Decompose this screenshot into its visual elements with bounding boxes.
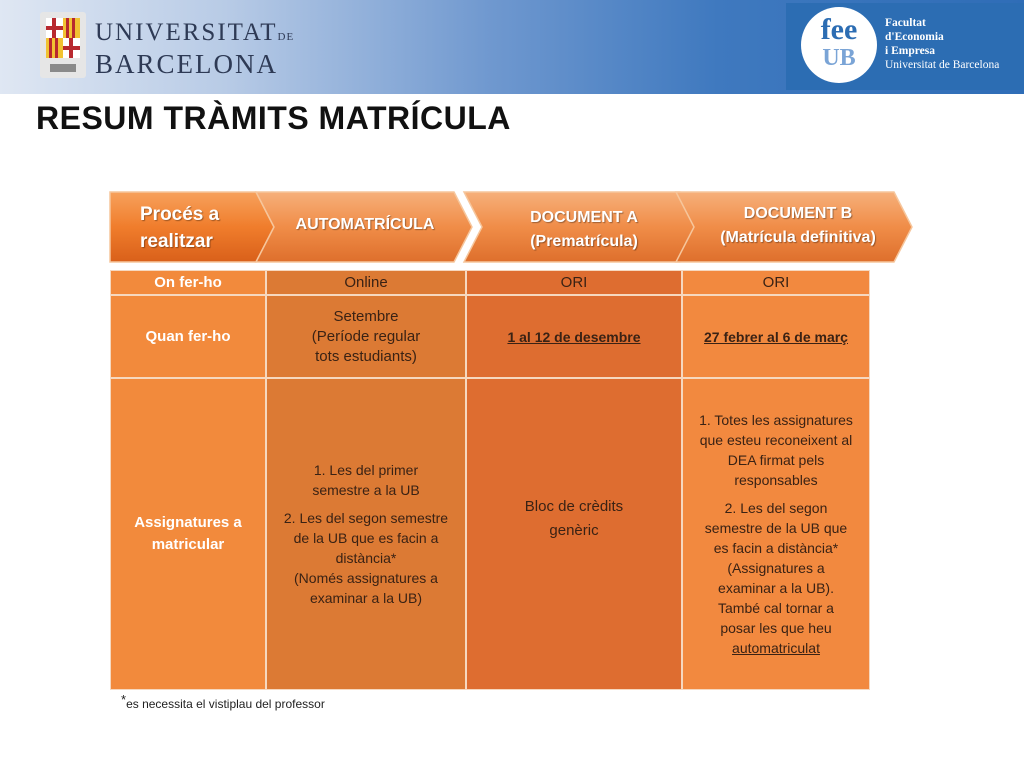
footnote-text: es necessita el vistiplau del professor [126,697,325,711]
faculty-name-line2: d'Economia [885,31,944,43]
arrow-label-document-b-line2: (Matrícula definitiva) [720,229,876,246]
university-shield-icon [40,12,86,78]
cell-quan-fer-ho-document-b [682,295,870,378]
quan-document-a-dates: 1 al 12 de desembre [507,328,641,345]
process-arrows [108,190,916,264]
quan-automatricula-line1: Setembre [333,307,399,325]
faculty-name [885,16,999,72]
assig-auto-line5: distància* [335,550,397,566]
assig-docA-line1: Bloc de crèdits [524,498,624,515]
cell-quan-fer-ho-automatricula [266,295,466,378]
arrow-label-proces-line2: realitzar [140,231,213,252]
arrow-label-document-a-line2: (Prematrícula) [530,233,638,250]
arrow-label-proces-line1: Procés a [140,204,220,225]
quan-automatricula-line2: (Període regular [311,327,421,345]
arrow-label-document-b-line1: DOCUMENT B [743,205,853,222]
row-label-quan-fer-ho: Quan fer-ho [110,295,266,378]
university-name-line2: BARCELONA [95,49,279,79]
quan-automatricula-line3: tots estudiants) [315,347,417,365]
faculty-name-line3: i Empresa [885,45,935,57]
university-name [95,20,294,78]
assig-docB-line10: També cal tornar a [718,600,834,616]
summary-table [110,270,870,690]
page-title: RESUM TRÀMITS MATRÍCULA [36,100,511,136]
assig-docB-line6: semestre de la UB que [704,520,848,536]
assig-auto-line1: 1. Les del primer [313,462,419,478]
assig-docB-line9: examinar a la UB). [718,580,834,596]
cell-assignatures-automatricula [266,378,466,690]
assig-docB-line12: automatriculat [732,640,820,656]
quan-document-b-dates: 27 febrer al 6 de març [704,328,848,345]
assig-docB-line1: 1. Totes les assignatures [699,412,853,428]
cell-on-fer-ho-document-b: ORI [682,270,870,295]
faculty-name-line1: Facultat [885,17,926,29]
assig-docB-line5: 2. Les del segon [724,500,828,516]
footnote [121,692,325,711]
assig-docB-line2: que esteu reconeixent al [699,432,853,448]
row-label-assignatures [110,378,266,690]
arrow-label-document-a [486,206,682,254]
assig-docA-line2: genèric [549,522,599,539]
fee-faculty-logo [786,3,1024,90]
header-band [0,0,1024,94]
assig-docB-line4: responsables [734,472,818,488]
arrow-label-proces [114,201,244,255]
arrow-label-automatricula: AUTOMATRÍCULA [295,216,435,233]
cell-assignatures-document-a [466,378,682,690]
cell-on-fer-ho-automatricula: Online [266,270,466,295]
arrow-label-document-a-line1: DOCUMENT A [530,209,638,226]
assig-docB-line3: DEA firmat pels [727,452,825,468]
fee-logo-circle [801,7,877,83]
cell-on-fer-ho-document-a: ORI [466,270,682,295]
faculty-name-line4: Universitat de Barcelona [885,59,1000,71]
assig-auto-line3: 2. Les del segon semestre [283,510,449,526]
cell-assignatures-document-b [682,378,870,690]
assig-docB-line7: es facin a distància* [713,540,839,556]
university-name-line1: UNIVERSITAT [95,19,278,46]
arrow-label-document-b [698,202,898,250]
assig-auto-line6: (Només assignatures a [294,570,438,586]
university-name-de: DE [277,31,295,43]
row-label-on-fer-ho: On fer-ho [110,270,266,295]
assig-auto-line2: semestre a la UB [312,482,420,498]
assig-docB-line11: posar les que heu [720,620,832,636]
footnote-star: * [121,692,127,707]
fee-logo-bottom: UB [822,45,856,71]
cell-quan-fer-ho-document-a [466,295,682,378]
assig-auto-line4: de la UB que es facin a [293,530,439,546]
fee-logo-top: fee [820,13,858,46]
row-label-assignatures-text: Assignatures a matricular [134,514,242,553]
assig-docB-line8: (Assignatures a [727,560,825,576]
assig-auto-line7: examinar a la UB) [309,590,423,606]
